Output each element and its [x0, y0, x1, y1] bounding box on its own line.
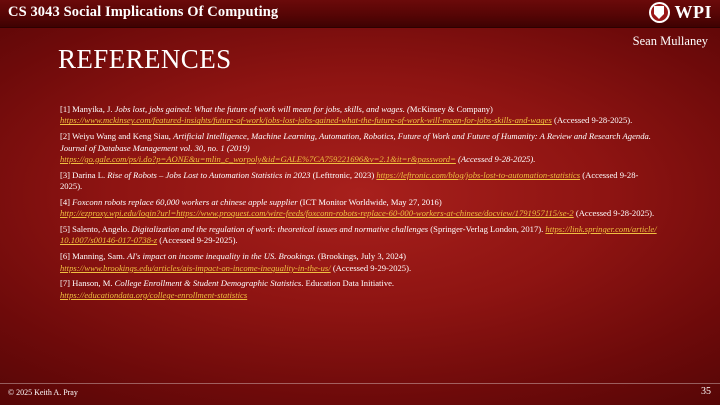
reference-title-text: Digitalization and the regulation of work: theoretical issues and normative challenges: [131, 224, 431, 235]
reference-text: [7] Hanson, M.: [60, 278, 115, 289]
reference-link[interactable]: https://link.springer.com/article/10.1007/s00146-017-0738-z: [60, 224, 657, 246]
reference-link[interactable]: https://educationdata.org/college-enrollment-statistics: [60, 289, 248, 300]
page-number: 35: [701, 386, 711, 397]
reference-item: [60, 278, 660, 301]
reference-title-text: Artificial Intelligence, Machine Learning, Automation, Robotics, Future of Work and Future of Humanity: A Review and Research Agenda. Journal of Database Management vol. 30, no. 1 (2019): [60, 131, 651, 153]
reference-item: [60, 251, 660, 274]
slide-header: [0, 0, 720, 28]
reference-text: (Accessed 9-28-2025).: [551, 115, 633, 126]
reference-item: [60, 104, 660, 127]
reference-text: (Accessed 9-28-2025).: [573, 208, 655, 219]
reference-text: (ICT Monitor Worldwide, May 27, 2016): [299, 196, 442, 207]
reference-item: [60, 131, 660, 165]
page-title: REFERENCES: [58, 44, 232, 74]
reference-title-text: College Enrollment & Student Demographic Statistics: [114, 278, 302, 289]
footer-divider: [0, 383, 720, 384]
reference-link[interactable]: https://go.gale.com/ps/i.do?p=AONE&u=mlin_c_worpoly&id=GALE%7CA759221696&v=2.1&it=r&password=: [60, 153, 456, 164]
reference-text: . Education Data Initiative.: [301, 278, 395, 289]
reference-text: (Accessed 9-29-2025).: [330, 262, 412, 273]
references-list: [60, 104, 660, 306]
reference-text: (Accessed 9-28-2025).: [60, 169, 639, 192]
course-title: CS 3043 Social Implications Of Computing: [8, 4, 279, 20]
reference-text: (Lefttronic, 2023): [312, 169, 377, 180]
reference-text: McKinsey & Company): [409, 104, 493, 114]
reference-title-text: Jobs lost, jobs gained: What the future of work will mean for jobs, skills, and wages. (: [114, 104, 410, 114]
reference-link[interactable]: http://ezproxy.wpi.edu/login?url=https://www.proquest.com/wire-feeds/foxconn-robots-replace-60-000-workers-at-chinese/docview/1791957115/se-2: [60, 208, 574, 219]
reference-item: [60, 170, 660, 193]
reference-text: [5] Salento, Angelo.: [60, 224, 132, 235]
wpi-logo: [649, 2, 713, 23]
reference-title-text: Foxconn robots replace 60,000 workers at chinese apple supplier: [72, 196, 300, 207]
reference-item: [60, 197, 660, 220]
reference-title-text: AI's impact on income inequality in the US. Brookings.: [127, 251, 318, 262]
wpi-logo-text: WPI: [674, 2, 712, 22]
reference-text: (Brookings, July 3, 2024): [317, 251, 406, 262]
copyright-notice: © 2025 Keith A. Pray: [8, 388, 78, 397]
reference-text: [3] Darina L.: [60, 169, 108, 180]
reference-link[interactable]: https://www.mckinsey.com/featured-insights/future-of-work/jobs-lost-jobs-gained-what-the-future-of-work-will-mean-for-jobs-skills-and-wages: [60, 115, 552, 126]
reference-link[interactable]: https://www.brookings.edu/articles/ais-impact-on-income-inequality-in-the-us/: [60, 262, 331, 273]
author-name: Sean Mullaney: [632, 34, 708, 48]
reference-text: (Springer-Verlag London, 2017).: [430, 224, 546, 235]
reference-text: [4]: [60, 196, 73, 207]
reference-text: (Accessed 9-29-2025).: [157, 235, 238, 246]
reference-title-text: (Accessed 9-28-2025).: [455, 153, 536, 164]
reference-text: [2] Weiyu Wang and Keng Siau,: [60, 131, 174, 142]
reference-item: [60, 224, 660, 247]
reference-text: [6] Manning, Sam.: [60, 251, 128, 262]
reference-text: [1] Manyika, J.: [60, 104, 115, 114]
reference-link[interactable]: https://leftronic.com/blog/jobs-lost-to-automation-statistics: [376, 169, 581, 180]
reference-title-text: Rise of Robots – Jobs Lost to Automation Statistics in 2023: [107, 169, 313, 180]
wpi-shield-seal-icon: [649, 2, 670, 23]
